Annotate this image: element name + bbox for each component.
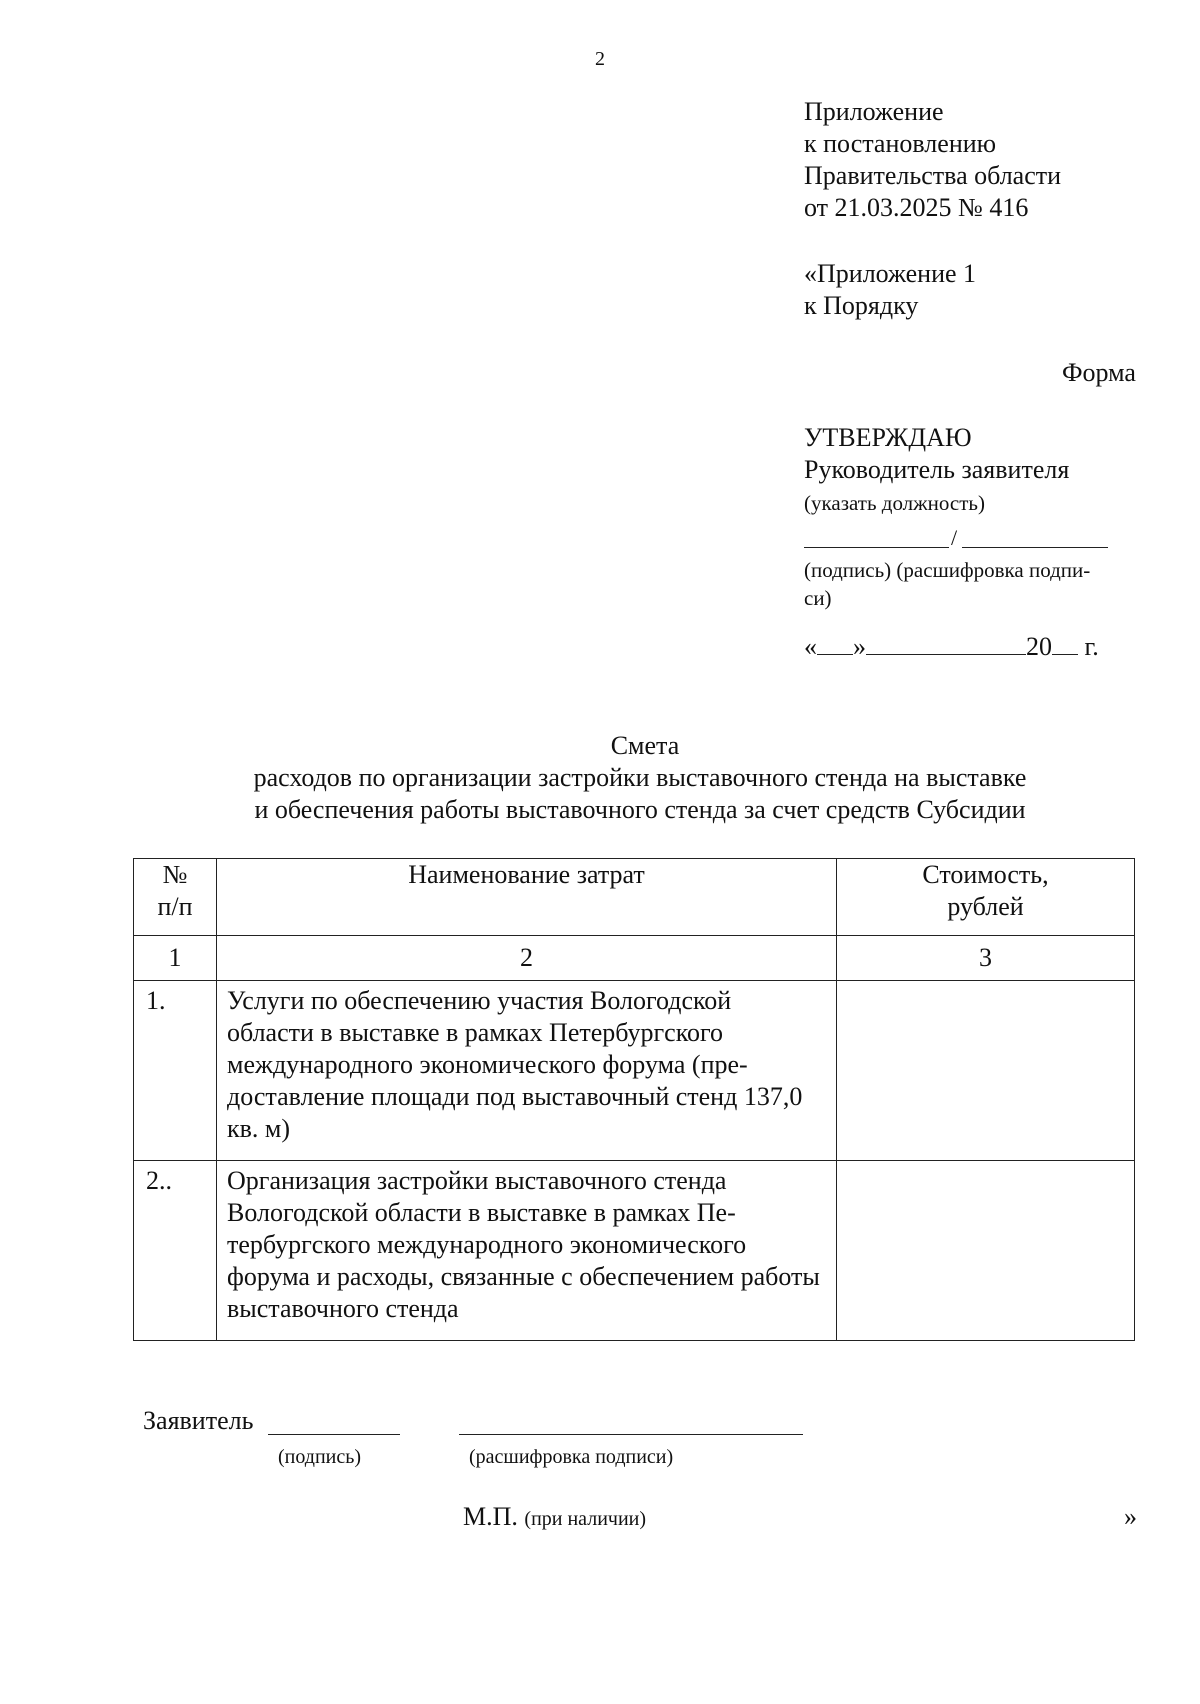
date-close-quote: » bbox=[853, 632, 866, 661]
approval-captions bbox=[804, 556, 1134, 612]
header-name: Наименование затрат bbox=[217, 859, 837, 936]
table-header-row bbox=[134, 859, 1135, 936]
header-number bbox=[134, 859, 217, 936]
signature-decode-blank bbox=[962, 547, 1108, 548]
table-row bbox=[134, 1161, 1135, 1341]
signature-blank bbox=[804, 547, 949, 548]
appendix-reference bbox=[804, 96, 1061, 224]
header-number-symbol: № bbox=[162, 860, 188, 889]
appendix-line: от 21.03.2025 № 416 bbox=[804, 193, 1029, 222]
stamp-note: (при наличии) bbox=[524, 1508, 647, 1530]
approval-title: УТВЕРЖДАЮ bbox=[804, 423, 972, 452]
cost-estimate-table bbox=[133, 858, 1135, 1341]
row-index: 2.. bbox=[134, 1161, 217, 1341]
year-prefix: 20 bbox=[1026, 632, 1052, 661]
column-number: 2 bbox=[217, 936, 837, 981]
page-number: 2 bbox=[595, 48, 605, 70]
year-blank bbox=[1052, 634, 1078, 655]
year-suffix: г. bbox=[1084, 632, 1099, 661]
header-cost-line: рублей bbox=[947, 892, 1024, 921]
applicant-decode-blank bbox=[459, 1434, 803, 1435]
row-expense-name: Организация застройки выставочного стенда Вологодской области в выставке в рамках Пе-тербургского международного экономического форума и расходы, связанные с обеспечением работы выставочного стенда bbox=[217, 1161, 837, 1341]
row-cost-cell bbox=[837, 981, 1135, 1161]
row-cost-cell bbox=[837, 1161, 1135, 1341]
approval-date-line bbox=[804, 632, 1099, 662]
header-cost bbox=[837, 859, 1135, 936]
header-number-abbr: п/п bbox=[157, 892, 193, 921]
appendix-line: Приложение bbox=[804, 97, 944, 126]
decode-caption: (расшифровка подписи) bbox=[469, 1446, 674, 1468]
column-number: 3 bbox=[837, 936, 1135, 981]
date-open-quote: « bbox=[804, 632, 817, 661]
applicant-label: Заявитель bbox=[143, 1406, 254, 1435]
document-subtitle bbox=[200, 762, 1080, 826]
signature-caption: (подпись) bbox=[278, 1446, 362, 1468]
row-index: 1. bbox=[134, 981, 217, 1161]
appendix-line: Правительства области bbox=[804, 161, 1062, 190]
appendix1-reference bbox=[804, 258, 976, 322]
stamp-place bbox=[463, 1502, 646, 1532]
appendix1-line: «Приложение 1 bbox=[804, 259, 977, 288]
approval-head: Руководитель заявителя bbox=[804, 455, 1070, 484]
approval-position-hint: (указать должность) bbox=[804, 491, 986, 515]
document-subtitle-line: и обеспечения работы выставочного стенда за счет средств Субсидии bbox=[254, 795, 1026, 824]
approval-block bbox=[804, 422, 1134, 612]
table-row bbox=[134, 981, 1135, 1161]
approval-caption-line: (подпись) (расшифровка подпи- bbox=[804, 558, 1091, 582]
form-label: Форма bbox=[1062, 358, 1136, 387]
header-cost-line: Стоимость, bbox=[922, 860, 1049, 889]
month-blank bbox=[866, 634, 1026, 655]
stamp-label: М.П. bbox=[463, 1502, 518, 1531]
appendix-line: к постановлению bbox=[804, 129, 997, 158]
closing-quote: » bbox=[1124, 1502, 1137, 1531]
column-number-row bbox=[134, 936, 1135, 981]
approval-caption-line: си) bbox=[804, 586, 832, 610]
approval-signature-line bbox=[804, 518, 1134, 548]
applicant-signature-blank bbox=[268, 1434, 400, 1435]
appendix1-line: к Порядку bbox=[804, 291, 919, 320]
column-number: 1 bbox=[134, 936, 217, 981]
document-title: Смета bbox=[610, 731, 680, 760]
day-blank bbox=[817, 634, 853, 655]
document-subtitle-line: расходов по организации застройки выставочного стенда на выставке bbox=[253, 763, 1027, 792]
row-expense-name: Услуги по обеспечению участия Вологодской области в выставке в рамках Петербургского международного экономического форума (пре-доставление площади под выставочный стенд 137,0 кв. м) bbox=[217, 981, 837, 1161]
signature-separator: / bbox=[951, 525, 958, 550]
